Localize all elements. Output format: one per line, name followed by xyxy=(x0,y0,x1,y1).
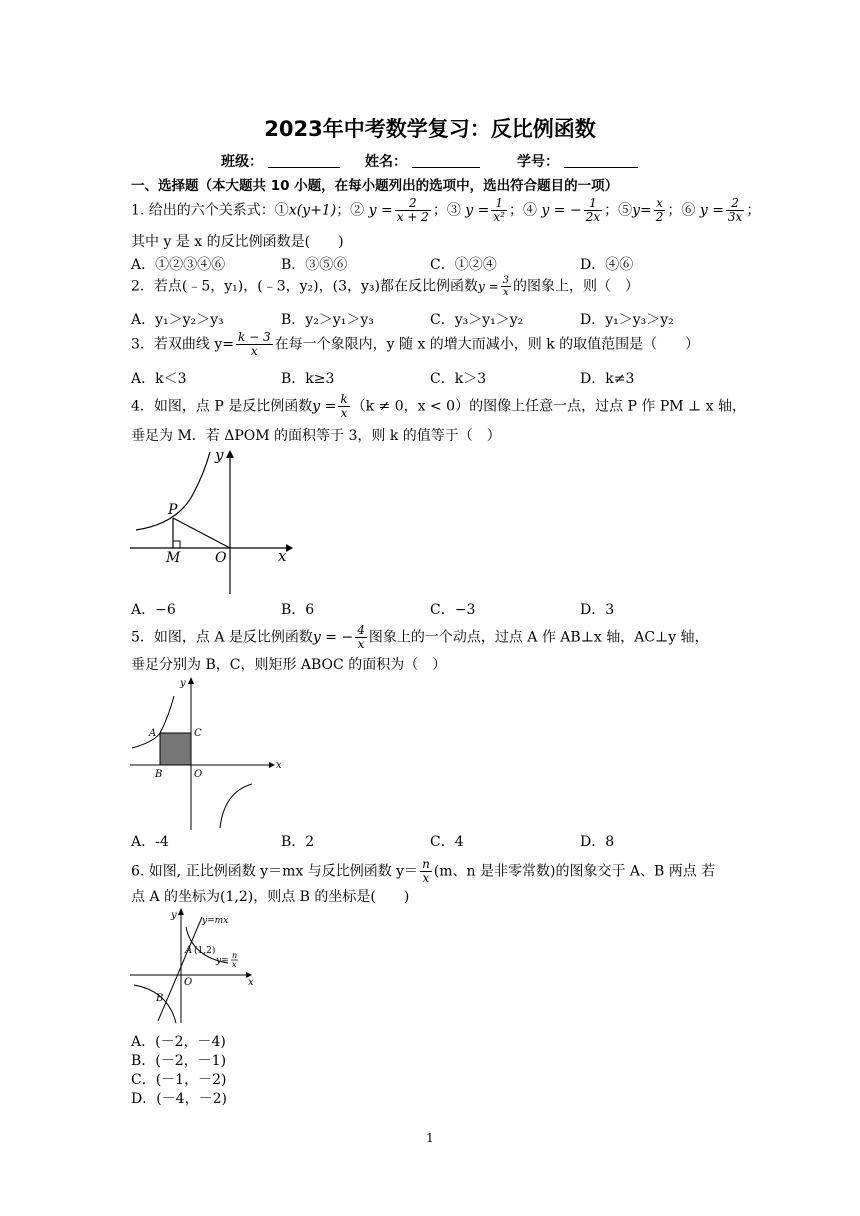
q6-option-b[interactable]: B．(－2，－1) xyxy=(131,1053,227,1069)
q3-fraction xyxy=(236,331,273,358)
q6-label-yn: y= xyxy=(216,956,229,966)
q6-line-ymx xyxy=(158,917,202,1021)
class-field xyxy=(221,151,340,171)
q1-option-c[interactable]: C．①②④ xyxy=(430,257,497,273)
q3-option-c[interactable]: C．k＞3 xyxy=(430,371,487,387)
q4-label-o: O xyxy=(215,550,227,566)
q1-option-b[interactable]: B．③⑤⑥ xyxy=(281,257,348,273)
q1-rel3-fraction xyxy=(491,197,507,224)
q4-figure xyxy=(128,446,298,596)
q2-num: 3 xyxy=(502,275,509,286)
q1-option-d[interactable]: D．④⑥ xyxy=(580,257,634,273)
q2-text-b: 的图象上，则（ ） xyxy=(513,278,639,295)
name-field xyxy=(365,151,480,171)
q5-text-b: 图象上的一个动点，过点 A 作 AB⊥x 轴，AC⊥y 轴， xyxy=(368,629,709,646)
q1-rel5-den: 2 xyxy=(655,210,664,224)
q2-text-a: 2．若点(﹣5，y₁)，(﹣3，y₂)，(3，y₃)都在反比例函数 xyxy=(131,278,478,295)
q1-rel2-den: x + 2 xyxy=(396,210,429,224)
page-title: 2023年中考数学复习：反比例函数 xyxy=(264,117,596,141)
q1-rel3-den: x² xyxy=(493,210,505,224)
q3-option-d[interactable]: D．k≠3 xyxy=(580,371,635,387)
q6-label-y: y xyxy=(171,910,177,921)
name-blank xyxy=(412,153,480,168)
q5-option-b[interactable]: B．2 xyxy=(281,834,315,850)
q2-fraction xyxy=(501,275,511,298)
q1-rel3-lhs: y = xyxy=(465,202,490,219)
q3-num: k − 3 xyxy=(238,330,271,344)
q6-label-ymx: y=mx xyxy=(202,916,229,926)
q3-option-a[interactable]: A．k＜3 xyxy=(131,371,187,387)
class-blank xyxy=(268,153,340,168)
q1-rel4-num: 1 xyxy=(584,197,602,211)
q4-den: x xyxy=(340,406,348,420)
question-5-line-2: 垂足分别为 B，C，则矩形 ABOC 的面积为（ ） xyxy=(131,657,447,673)
q2-den: x xyxy=(502,287,509,298)
q5-x-arrow xyxy=(269,762,275,768)
q1-rel6-den: 3x xyxy=(727,210,743,224)
q5-den: x xyxy=(357,637,365,651)
q3-den: x xyxy=(250,344,258,358)
q6-figure xyxy=(128,905,263,1025)
class-label: 班级： xyxy=(221,154,263,170)
q5-y-arrow xyxy=(188,677,194,684)
question-4-line-1 xyxy=(131,393,746,420)
question-6-line-1 xyxy=(131,858,715,885)
q5-option-d[interactable]: D．8 xyxy=(580,834,615,850)
q6-label-b: B xyxy=(156,993,164,1004)
q2-option-a[interactable]: A．y₁＞y₂＞y₃ xyxy=(131,312,224,328)
q1-sep5: ；⑤ xyxy=(604,202,633,219)
q5-func-lhs: y = − xyxy=(312,629,354,646)
q5-label-b: B xyxy=(155,769,163,780)
q5-label-o: O xyxy=(194,769,203,780)
q6-option-c[interactable]: C．(－1，－2) xyxy=(131,1072,227,1088)
q1-rel5-num: x xyxy=(654,197,666,211)
q5-label-c: C xyxy=(194,728,202,739)
q1-rel2-num: 2 xyxy=(395,197,431,211)
q1-rel6-num: 2 xyxy=(726,197,744,211)
q6-label-xx: x xyxy=(232,960,237,969)
q6-fraction xyxy=(420,858,432,885)
q5-option-c[interactable]: C．4 xyxy=(430,834,464,850)
q6-hyperbola-left xyxy=(134,985,176,1023)
q6-option-a[interactable]: A．(－2，－4) xyxy=(131,1034,226,1050)
q6-label-x: x xyxy=(248,977,254,988)
id-label: 学号： xyxy=(517,154,559,170)
q4-label-m: M xyxy=(166,550,181,566)
question-4-line-2: 垂足为 M．若 ΔPOM 的面积等于 3，则 k 的值等于（ ） xyxy=(131,428,501,444)
q5-label-a: A xyxy=(149,728,157,739)
q4-po-segment xyxy=(173,518,230,548)
q1-sep3: ；③ xyxy=(432,202,466,219)
q6-label-n: n xyxy=(232,951,238,960)
q6-option-d[interactable]: D．(－4，－2) xyxy=(131,1091,227,1107)
q4-label-x: x xyxy=(278,547,287,565)
q1-sep4: ；④ xyxy=(508,202,542,219)
question-5-line-1 xyxy=(131,624,709,651)
q4-label-y: y xyxy=(215,446,224,464)
q3-option-b[interactable]: B．k≥3 xyxy=(281,371,335,387)
q5-num: 4 xyxy=(357,623,365,637)
q1-sep2: ；② xyxy=(336,202,369,219)
q1-option-a[interactable]: A．①②③④⑥ xyxy=(131,257,226,273)
q1-rel2-lhs: y = xyxy=(368,202,393,219)
q6-num: n xyxy=(422,857,430,871)
name-label: 姓名： xyxy=(365,154,407,170)
q1-rel1: x(y+1) xyxy=(288,202,337,219)
q1-rel6-lhs: y = xyxy=(699,202,724,219)
page-number: 1 xyxy=(426,1131,434,1145)
q4-x-arrow xyxy=(286,544,293,552)
q1-lead: 1. 给出的六个关系式：① xyxy=(131,202,289,219)
q5-hyperbola-right xyxy=(220,784,252,828)
question-2 xyxy=(131,275,639,298)
q5-label-x: x xyxy=(276,760,282,771)
q4-text-a: 4．如图，点 P 是反比例函数 xyxy=(131,398,313,415)
q6-label-coord: (1,2) xyxy=(194,946,216,956)
id-blank xyxy=(564,153,638,168)
q1-end: ； xyxy=(746,202,761,219)
q2-option-d[interactable]: D．y₁＞y₃＞y₂ xyxy=(580,312,674,328)
q6-den: x xyxy=(422,871,430,885)
q6-label-a: A xyxy=(185,945,193,956)
q1-rel4-den: 2x xyxy=(585,210,601,224)
q4-fraction xyxy=(338,393,349,420)
q1-rel4-fraction xyxy=(584,197,602,224)
question-6-line-2: 点 A 的坐标为(1,2)，则点 B 的坐标是( ) xyxy=(131,889,410,905)
q1-rel3-num: 1 xyxy=(491,197,507,211)
q4-text-b: （k ≠ 0，x < 0）的图像上任意一点，过点 P 作 PM ⊥ x 轴， xyxy=(351,398,747,415)
q6-label-o: O xyxy=(184,977,193,988)
q5-fraction xyxy=(355,624,367,651)
q3-text-b: 在每一个象限内，y 随 x 的增大而减小，则 k 的取值范围是（ ） xyxy=(274,336,700,353)
q1-rel6-fraction xyxy=(726,197,744,224)
q3-text-a: 3．若双曲线 y= xyxy=(131,336,234,353)
question-1-line-2: 其中 y 是 x 的反比例函数是( ) xyxy=(131,234,344,250)
q1-rel5-fraction xyxy=(654,197,666,224)
q4-option-a[interactable]: A．−6 xyxy=(131,602,176,618)
q4-right-angle-mark xyxy=(173,541,180,548)
q1-rel2-fraction xyxy=(395,197,431,224)
q4-y-arrow xyxy=(226,450,234,458)
id-field xyxy=(517,151,638,171)
q5-text-a: 5．如图，点 A 是反比例函数 xyxy=(131,629,313,646)
q2-option-b[interactable]: B．y₂＞y₁＞y₃ xyxy=(281,312,374,328)
q5-figure xyxy=(128,674,288,830)
q4-option-b[interactable]: B．6 xyxy=(281,602,315,618)
q6-text-a: 6. 如图, 正比例函数 y＝mx 与反比例函数 y＝ xyxy=(131,863,419,880)
q1-rel4-lhs: y = − xyxy=(541,202,582,219)
q6-text-b: (m、n 是非零常数)的图象交于 A、B 两点 若 xyxy=(433,863,716,880)
q5-rectangle-aboc xyxy=(160,733,191,765)
q4-label-p: P xyxy=(168,502,178,518)
q5-option-a[interactable]: A．-4 xyxy=(131,834,169,850)
q2-func-lhs: y = xyxy=(477,279,499,294)
question-1-line-1 xyxy=(131,197,760,224)
q6-y-arrow xyxy=(178,908,184,915)
q4-num: k xyxy=(340,392,348,406)
q4-option-c[interactable]: C．−3 xyxy=(430,602,476,618)
section-heading: 一、选择题（本大题共 10 小题，在每小题列出的选项中，选出符合题目的一项） xyxy=(131,178,619,194)
q2-option-c[interactable]: C．y₃＞y₁＞y₂ xyxy=(430,312,524,328)
question-3 xyxy=(131,331,699,358)
q4-func-lhs: y = xyxy=(312,398,337,415)
q4-option-d[interactable]: D．3 xyxy=(580,602,615,618)
q5-label-y: y xyxy=(180,678,186,689)
q1-sep6: ；⑥ xyxy=(667,202,700,219)
q1-rel5-lhs: y= xyxy=(632,202,652,219)
